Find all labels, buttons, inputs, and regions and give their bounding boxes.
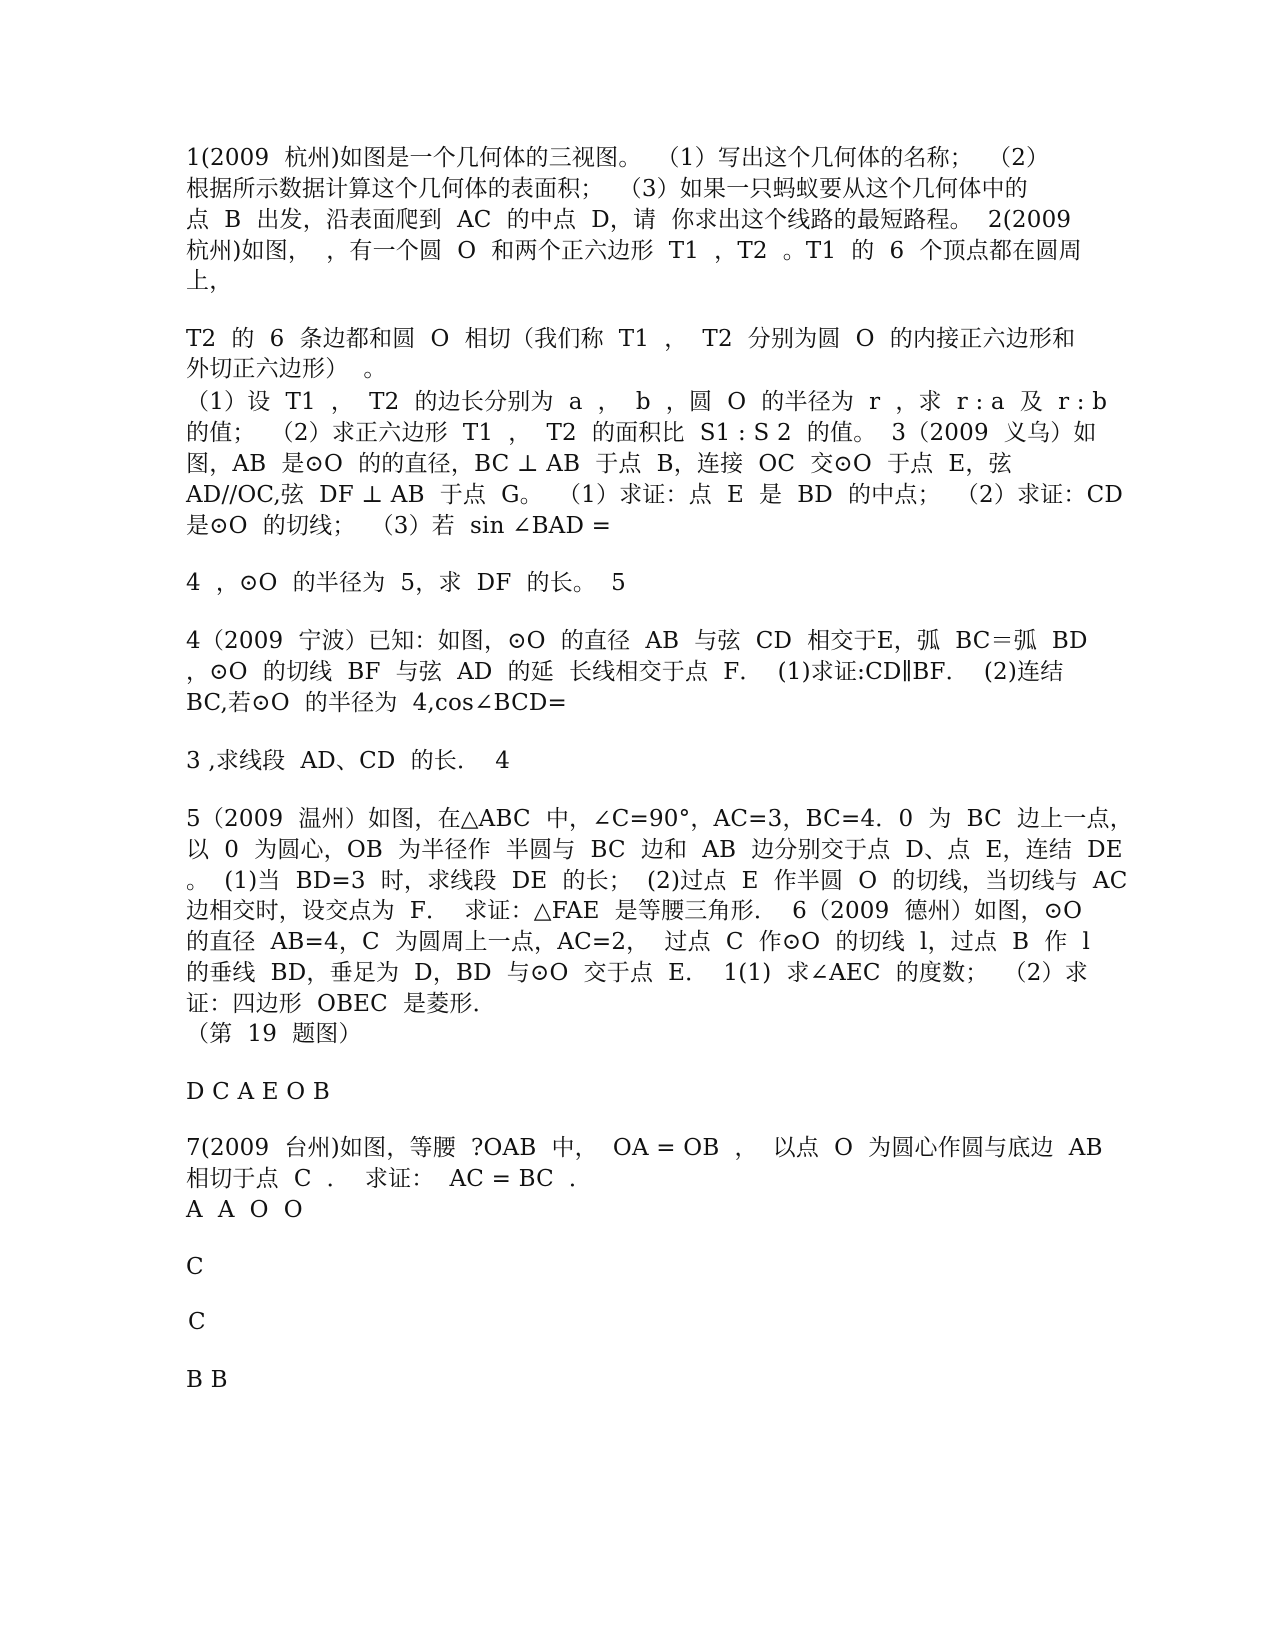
text-line: 边相交时，设交点为 F． 求证：△FAE 是等腰三角形． 6（2009 德州）如图，⊙O <box>186 898 1083 924</box>
text-line: 杭州)如图， ，有一个圆 O 和两个正六边形 T1 ，T2 。T1 的 6 个顶点都在圆周 <box>186 238 1082 264</box>
text-line: 1(2009 杭州)如图是一个几何体的三视图。 （1）写出这个几何体的名称； （2） <box>186 145 1050 171</box>
text-line: BC,若⊙O 的半径为 4,cos∠BCD= <box>186 690 567 716</box>
text-line: 点 B 出发，沿表面爬到 AC 的中点 D，请 你求出这个线路的最短路程。 2(2009 <box>186 207 1072 233</box>
text-line: 证：四边形 OBEC 是菱形． <box>186 991 496 1017</box>
text-line: ，⊙O 的切线 BF 与弦 AD 的延 长线相交于点 F． (1)求证:CD∥BF． (2)连结 <box>186 659 1064 685</box>
text-line: D C A E O B <box>186 1079 330 1105</box>
text-line: T2 的 6 条边都和圆 O 相切（我们称 T1 ， T2 分别为圆 O 的内接正六边形和 <box>186 326 1076 352</box>
text-line: 相切于点 C ． 求证： AC = BC ． <box>186 1166 593 1192</box>
text-line: 5（2009 温州）如图，在△ABC 中，∠C=90°，AC=3，BC=4．0 为 BC 边上一点， <box>186 806 1133 832</box>
text-line: C <box>186 1254 204 1280</box>
text-line: B B <box>186 1367 228 1393</box>
text-line: 4（2009 宁波）已知：如图，⊙O 的直径 AB 与弦 CD 相交于E，弧 BC＝弧 BD <box>186 628 1088 654</box>
text-line: 外切正六边形） 。 <box>186 356 387 382</box>
text-line: 的垂线 BD，垂足为 D，BD 与⊙O 交于点 E． 1(1) 求∠AEC 的度数； （2）求 <box>186 960 1088 986</box>
text-line: C <box>188 1309 206 1335</box>
text-line: 的直径 AB=4，C 为圆周上一点，AC=2， 过点 C 作⊙O 的切线 l，过点 B 作 l <box>186 929 1091 955</box>
text-line: 图，AB 是⊙O 的的直径，BC ⊥ AB 于点 B，连接 OC 交⊙O 于点 E，弦 <box>186 451 1012 477</box>
text-line: 的值； （2）求正六边形 T1 ， T2 的面积比 S1 : S 2 的值。 3（2009 义乌）如 <box>186 420 1097 446</box>
text-line: 是⊙O 的切线； （3）若 sin ∠BAD = <box>186 513 612 539</box>
text-line: 以 0 为圆心，OB 为半径作 半圆与 BC 边和 AB 边分别交于点 D、点 E，连结 DE <box>186 837 1123 863</box>
text-line: （1）设 T1 ， T2 的边长分别为 a ， b ，圆 O 的半径为 r ，求 r : a 及 r : b <box>186 389 1108 415</box>
text-line: （第 19 题图） <box>186 1021 362 1047</box>
text-line: AD//OC,弦 DF ⊥ AB 于点 G。 （1）求证：点 E 是 BD 的中点； （2）求证：CD <box>186 482 1124 508</box>
text-line: 根据所示数据计算这个几何体的表面积； （3）如果一只蚂蚁要从这个几何体中的 <box>186 176 1028 202</box>
text-line: 3 ,求线段 AD、CD 的长． 4 <box>186 748 511 774</box>
text-line: 上， <box>186 268 233 294</box>
text-line: 。 (1)当 BD=3 时，求线段 DE 的长； (2)过点 E 作半圆 O 的切线，当切线与 AC <box>186 868 1128 894</box>
text-line: 4 ，⊙O 的半径为 5，求 DF 的长。 5 <box>186 570 626 596</box>
text-line: 7(2009 台州)如图，等腰 ?OAB 中， OA = OB ， 以点 O 为圆心作圆与底边 AB <box>186 1135 1103 1161</box>
text-line: A A O O <box>186 1197 303 1223</box>
